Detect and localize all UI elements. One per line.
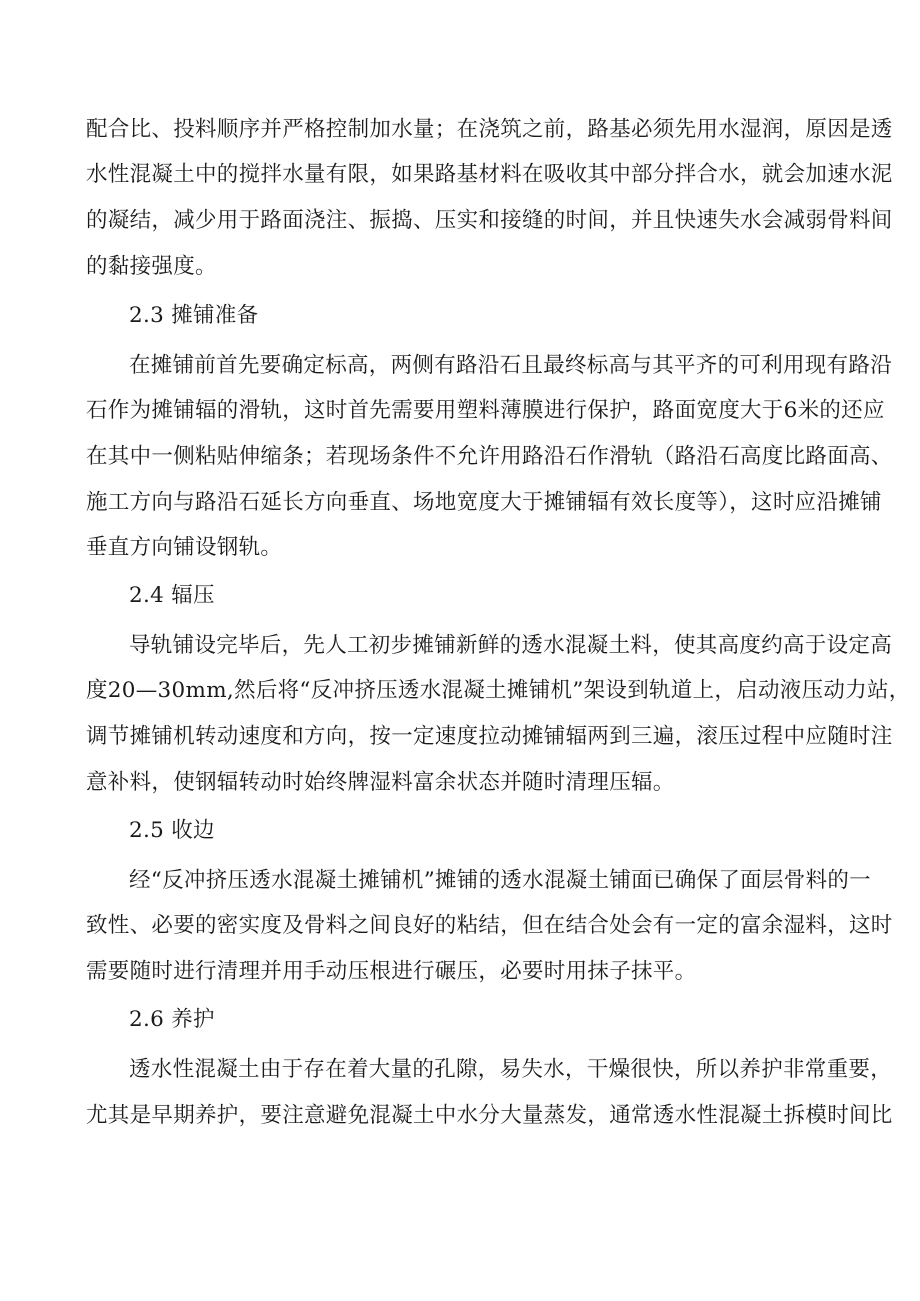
document-page <box>86 112 911 1134</box>
section-heading-2-6: 2.6 养护 <box>129 1007 215 1032</box>
paragraph-mix-and-subgrade <box>86 112 893 285</box>
text-line: 致性、必要的密实度及骨料之间良好的粘结，但在结合处会有一定的富余湿料，这时 <box>86 913 893 938</box>
text-line: 尤其是早期养护，要注意避免混凝土中水分大量蒸发，通常透水性混凝土拆模时间比 <box>86 1103 893 1128</box>
text-line: 石作为摊铺辐的滑轨，这时首先需要用塑料薄膜进行保护，路面宽度大于6米的还应 <box>86 398 885 423</box>
text-line: 经“反冲挤压透水混凝土摊铺机”摊铺的透水混凝土铺面已确保了面层骨料的一 <box>129 868 871 893</box>
text-line: 垂直方向铺设钢轨。 <box>86 535 283 560</box>
text-line: 在其中一侧粘贴伸缩条；若现场条件不允许用路沿石作滑轨（路沿石高度比路面高、 <box>86 444 893 469</box>
text-line: 施工方向与路沿石延长方向垂直、场地宽度大于摊铺辐有效长度等），这时应沿摊铺 <box>86 490 882 515</box>
text-line: 的黏接强度。 <box>86 254 217 279</box>
text-line: 水性混凝土中的搅拌水量有限，如果路基材料在吸收其中部分拌合水，就会加速水泥 <box>86 162 893 187</box>
text-line: 配合比、投料顺序并严格控制加水量；在浇筑之前，路基必须先用水湿润，原因是透 <box>86 117 893 142</box>
paragraph-roll-compaction <box>86 628 911 801</box>
text-line: 透水性混凝土由于存在着大量的孔隙，易失水，干燥很快，所以养护非常重要， <box>129 1057 893 1082</box>
text-line: 的凝结，减少用于路面浇注、振捣、压实和接缝的时间，并且快速失水会减弱骨料间 <box>86 208 893 233</box>
section-heading-2-3: 2.3 摊铺准备 <box>129 303 259 328</box>
text-line: 在摊铺前首先要确定标高，两侧有路沿石且最终标高与其平齐的可利用现有路沿 <box>129 353 893 378</box>
paragraph-curing <box>86 1052 893 1134</box>
section-heading-2-5: 2.5 收边 <box>129 818 215 843</box>
text-line: 导轨铺设完毕后，先人工初步摊铺新鲜的透水混凝土料，使其高度约高于设定高 <box>129 633 893 658</box>
paragraph-edge-finishing <box>86 863 893 990</box>
section-heading-2-4: 2.4 辐压 <box>129 583 215 608</box>
paragraph-paving-preparation <box>86 348 893 566</box>
text-line: 意补料，使钢辐转动时始终牌湿料富余状态并随时清理压辐。 <box>86 770 675 795</box>
text-line: 度20—30mm,然后将“反冲挤压透水混凝土摊铺机”架设到轨道上，启动液压动力站， <box>86 678 911 703</box>
text-line: 调节摊铺机转动速度和方向，按一定速度拉动摊铺辐两到三遍，滚压过程中应随时注 <box>86 724 893 749</box>
text-line: 需要随时进行清理并用手动压根进行碾压，必要时用抹子抹平。 <box>86 959 697 984</box>
